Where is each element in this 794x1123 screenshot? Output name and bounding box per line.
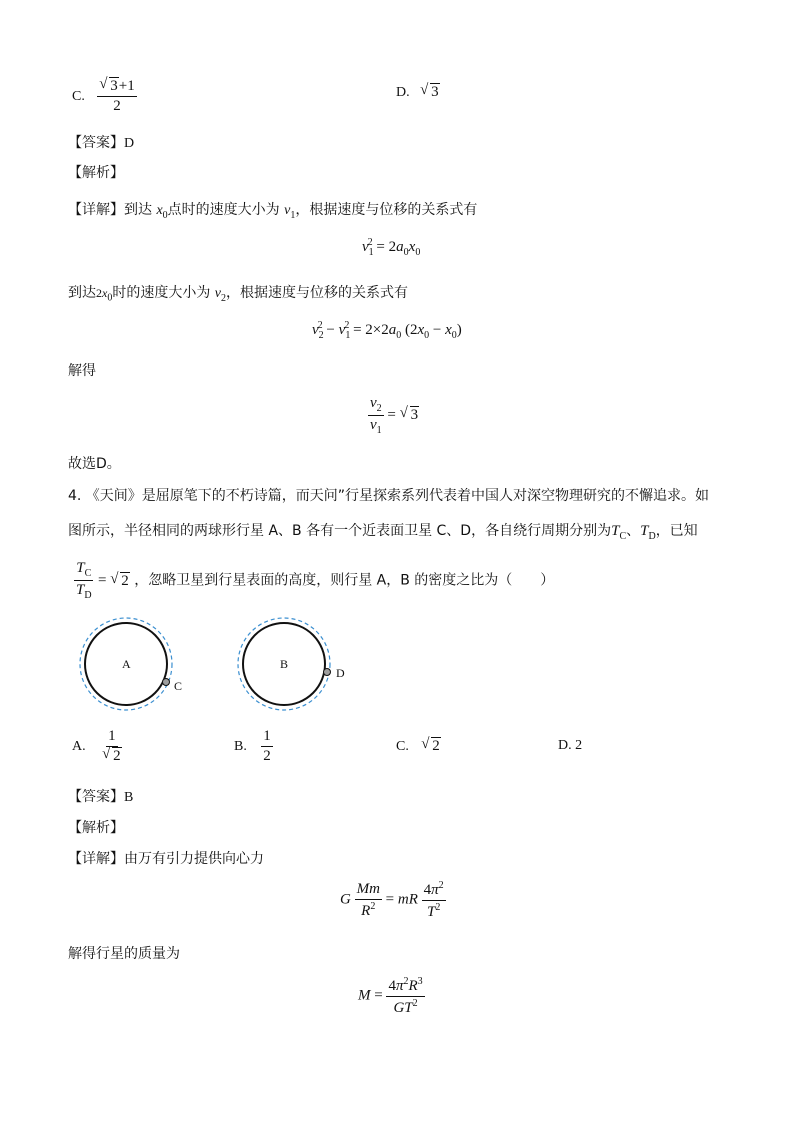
q4-option-a: A. 1 √ 2 <box>72 728 124 764</box>
option-d-label: D. <box>396 85 410 100</box>
equation-2: $v_2^2 - v_1^2 = 2\times 2a_0$ $(2x_0 - x_0)$ <box>312 320 462 341</box>
sqrt-sign: √ 3 <box>99 78 119 95</box>
option-c-label: C. <box>72 89 85 104</box>
planet-a-label: A <box>122 657 131 671</box>
equation-gravity: G $\frac{Mm}{R^2}$ = mR $\frac{4\pi^2}{T^2}$ <box>340 880 444 920</box>
planet-b-label: B <box>280 657 289 671</box>
detail-line-q4: 【详解】由万有引力提供向心力 <box>68 851 264 867</box>
answer-line-q4: 【答案】B <box>68 789 134 805</box>
equation-1: $v_1^2 = 2a_0x_0$ <box>362 237 421 258</box>
detail-line-2: 到达$2x_0$时的速度大小为 $v_2$，根据速度与位移的关系式有 <box>68 285 408 304</box>
q4-line-1: 4. 《天间》是屈原笔下的不朽诗篇，而天问”行星探索系列代表着中国人对深空物理研究的不懈追求。如 <box>68 488 710 504</box>
analysis-tag-q4: 【解析】 <box>68 820 124 836</box>
conclusion-prev: 故选D。 <box>68 456 121 472</box>
detail-line-1: 【详解】到达 $x_0$点时的速度大小为 $v_1$，根据速度与位移的关系式有 <box>68 202 478 221</box>
satellite-d-label: D <box>336 666 345 680</box>
q4-line-3: $\frac{T_C}{T_D}$ = √ 2 ，忽略卫星到行星表面的高度，则行星 A，B 的密度之比为（ ） <box>74 560 554 601</box>
option-d-sqrt: √ 3 <box>420 84 440 101</box>
q4-option-d: D. 2 <box>558 738 583 753</box>
planets-diagram <box>70 610 370 720</box>
q4-option-b: B. $\frac{1}{2}$ <box>234 728 271 764</box>
mass-label: 解得行星的质量为 <box>68 946 180 962</box>
satellite-d <box>324 669 331 676</box>
equation-3: $\frac{v_2}{v_1}$ = √ 3 <box>368 395 419 436</box>
answer-line-prev: 【答案】D <box>68 135 135 151</box>
solve-label-1: 解得 <box>68 363 96 379</box>
equation-mass: M = $\frac{4\pi^2R^3}{GT^2}$ <box>358 976 423 1016</box>
q4-option-c: C. √ 2 <box>396 738 441 755</box>
satellite-c-label: C <box>174 679 183 693</box>
option-c-prev <box>72 78 137 114</box>
satellite-c <box>163 679 170 686</box>
analysis-tag-prev: 【解析】 <box>68 165 124 181</box>
option-c-fraction: √ $\frac{3+1}{2}$ <box>97 78 136 114</box>
option-d-prev <box>396 84 440 101</box>
q4-line-2: 图所示，半径相同的两球形行星 A、B 各有一个近表面卫星 C、D，各自绕行周期分别为$T_C$、$T_D$，已知 <box>68 523 698 542</box>
